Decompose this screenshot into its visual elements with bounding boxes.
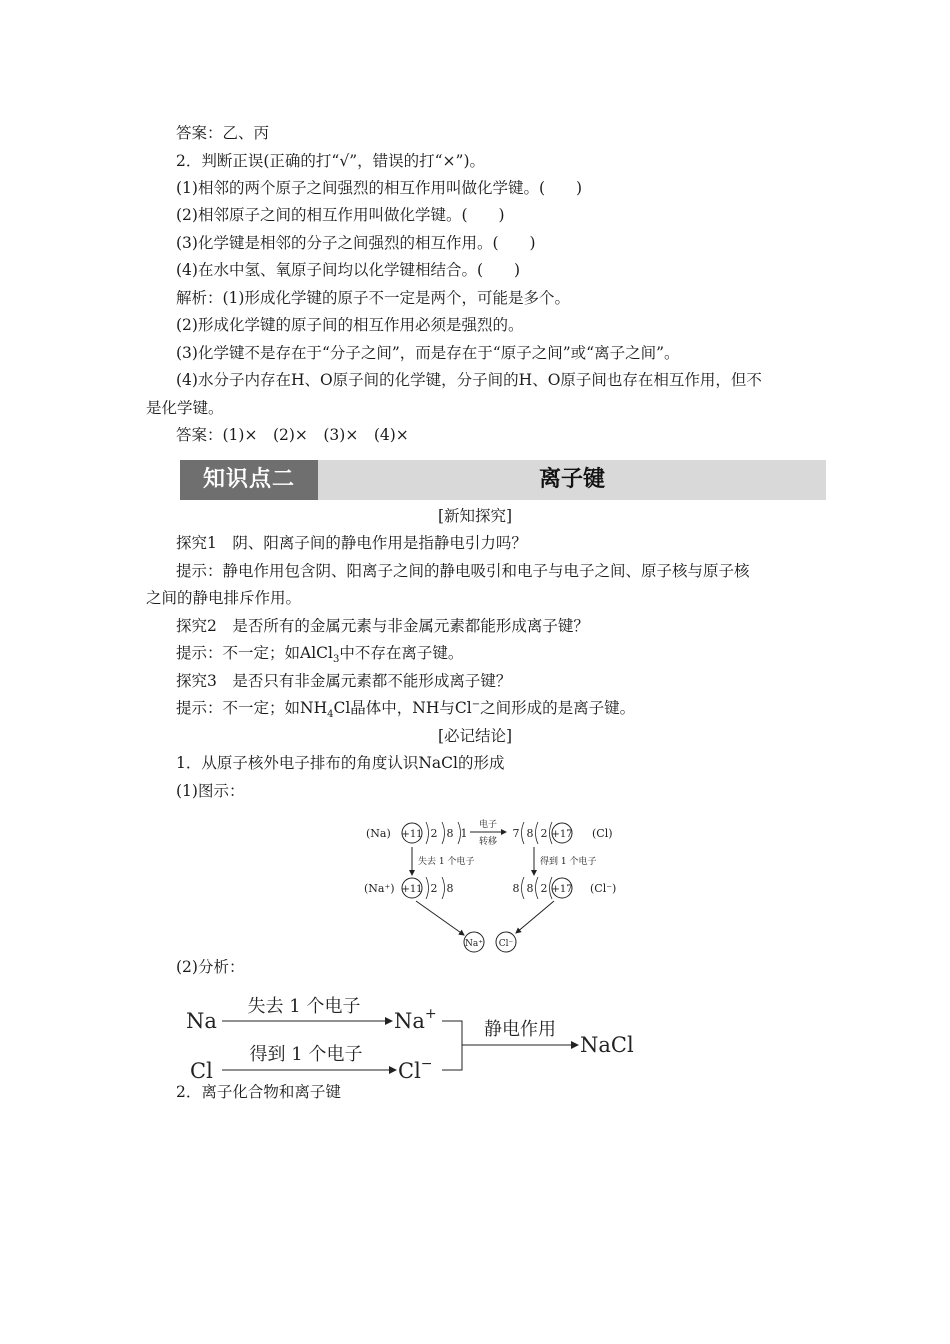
explore-hint-3: 提示：不一定；如$NH_4Cl$晶体中，NH与Cl−之间形成的是离子键。	[176, 698, 636, 721]
cl-ion-label: (Cl⁻)	[590, 882, 617, 895]
conclusion-1-diagram-label: (1)图示：	[176, 782, 245, 800]
lose-label: 失去 1 个电子	[247, 996, 361, 1017]
question-2-item-1: (1)相邻的两个原子之间强烈的相互作用叫做化学键。( )	[176, 179, 583, 197]
cl-symbol: Cl	[190, 1059, 213, 1083]
answer-2: 答案：(1)× (2)× (3)× (4)×	[176, 426, 409, 444]
section-heading-conclusion: [必记结论]	[437, 727, 513, 745]
cl-ion-shell-2: 2	[540, 882, 548, 895]
cl-ion-shell-8b: 8	[526, 882, 534, 895]
conclusion-1: 1．从原子核外电子排布的角度认识NaCl的形成	[176, 754, 505, 772]
answer-line: 答案：乙、丙	[176, 124, 270, 142]
analysis-3: (3)化学键不是存在于“分子之间”，而是存在于“原子之间”或“离子之间”。	[176, 344, 680, 362]
lose-electron-label: 失去 1 个电子	[418, 857, 475, 867]
na-ion-symbol: Na+	[394, 1006, 437, 1033]
section-banner	[180, 460, 826, 500]
question-2-item-4: (4)在水中氢、氧原子间均以化学键相结合。( )	[176, 261, 521, 279]
na-shell-3: 1	[460, 827, 468, 840]
cl-ion-nucleus-charge: +17	[551, 884, 573, 895]
combine-bracket	[442, 1021, 462, 1070]
question-2: 2．判断正误(正确的打“√”，错误的打“×”)。	[176, 152, 486, 170]
na-atom-label: (Na)	[366, 827, 391, 840]
cl-ion-symbol: Cl⁻	[498, 939, 514, 949]
electron-transfer-diagram	[360, 815, 620, 955]
na-symbol: Na	[186, 1009, 217, 1033]
na-ion-shell-2: 8	[446, 882, 454, 895]
cl-shell-7: 7	[512, 827, 520, 840]
analysis-4-cont: 是化学键。	[146, 399, 224, 417]
gain-label: 得到 1 个电子	[249, 1044, 363, 1065]
transfer-label-top: 电子	[478, 820, 498, 830]
force-label: 静电作用	[484, 1019, 556, 1040]
cl-ion-shell-8a: 8	[512, 882, 520, 895]
analysis-2: (2)形成化学键的原子间的相互作用必须是强烈的。	[176, 316, 524, 334]
section-heading-explore: [新知探究]	[437, 507, 513, 525]
na-ion-nucleus-charge: +11	[401, 884, 423, 895]
explore-question-2: 探究2 是否所有的金属元素与非金属元素都能形成离子键？	[176, 617, 589, 635]
nacl-formation-scheme	[180, 988, 650, 1088]
conclusion-2: 2．离子化合物和离子键	[176, 1083, 341, 1101]
transfer-label-bottom: 转移	[478, 837, 498, 847]
cl-shell-2: 2	[540, 827, 548, 840]
question-2-item-2: (2)相邻原子之间的相互作用叫做化学键。( )	[176, 206, 505, 224]
cl-shell-8: 8	[526, 827, 534, 840]
banner-title: 离子键	[538, 467, 605, 492]
na-ion-symbol: Na⁺	[465, 939, 483, 949]
na-ion-combine-arrow	[416, 901, 464, 935]
cl-atom-label: (Cl)	[592, 827, 613, 840]
explore-hint-1: 提示：静电作用包含阴、阳离子之间的静电吸引和电子与电子之间、原子核与原子核	[176, 562, 750, 580]
na-ion-label: (Na⁺)	[364, 882, 395, 895]
cl-ion-symbol: Cl−	[398, 1056, 433, 1083]
na-ion-shell-1: 2	[430, 882, 438, 895]
banner-tag: 知识点二	[180, 460, 318, 500]
nacl-product: NaCl	[580, 1033, 634, 1057]
gain-electron-label: 得到 1 个电子	[540, 857, 597, 867]
cl-ion-combine-arrow	[516, 901, 554, 933]
explore-hint-2: 提示：不一定；如AlCl$_3$中不存在离子键。	[176, 644, 464, 666]
explore-question-3: 探究3 是否只有非金属元素都不能形成离子键？	[176, 672, 512, 690]
explore-question-1: 探究1 阴、阳离子间的静电作用是指静电引力吗？	[176, 534, 527, 552]
explore-hint-1-cont: 之间的静电排斥作用。	[146, 589, 302, 607]
question-2-item-3: (3)化学键是相邻的分子之间强烈的相互作用。( )	[176, 234, 536, 252]
na-shell-1: 2	[430, 827, 438, 840]
conclusion-1-analysis-label: (2)分析：	[176, 958, 245, 976]
cl-nucleus-charge: +17	[551, 829, 573, 840]
analysis-1: 解析：(1)形成化学键的原子不一定是两个，可能是多个。	[176, 289, 570, 307]
analysis-4: (4)水分子内存在H、O原子间的化学键，分子间的H、O原子间也存在相互作用，但不	[176, 371, 762, 389]
na-nucleus-charge: +11	[401, 829, 423, 840]
na-shell-2: 8	[446, 827, 454, 840]
